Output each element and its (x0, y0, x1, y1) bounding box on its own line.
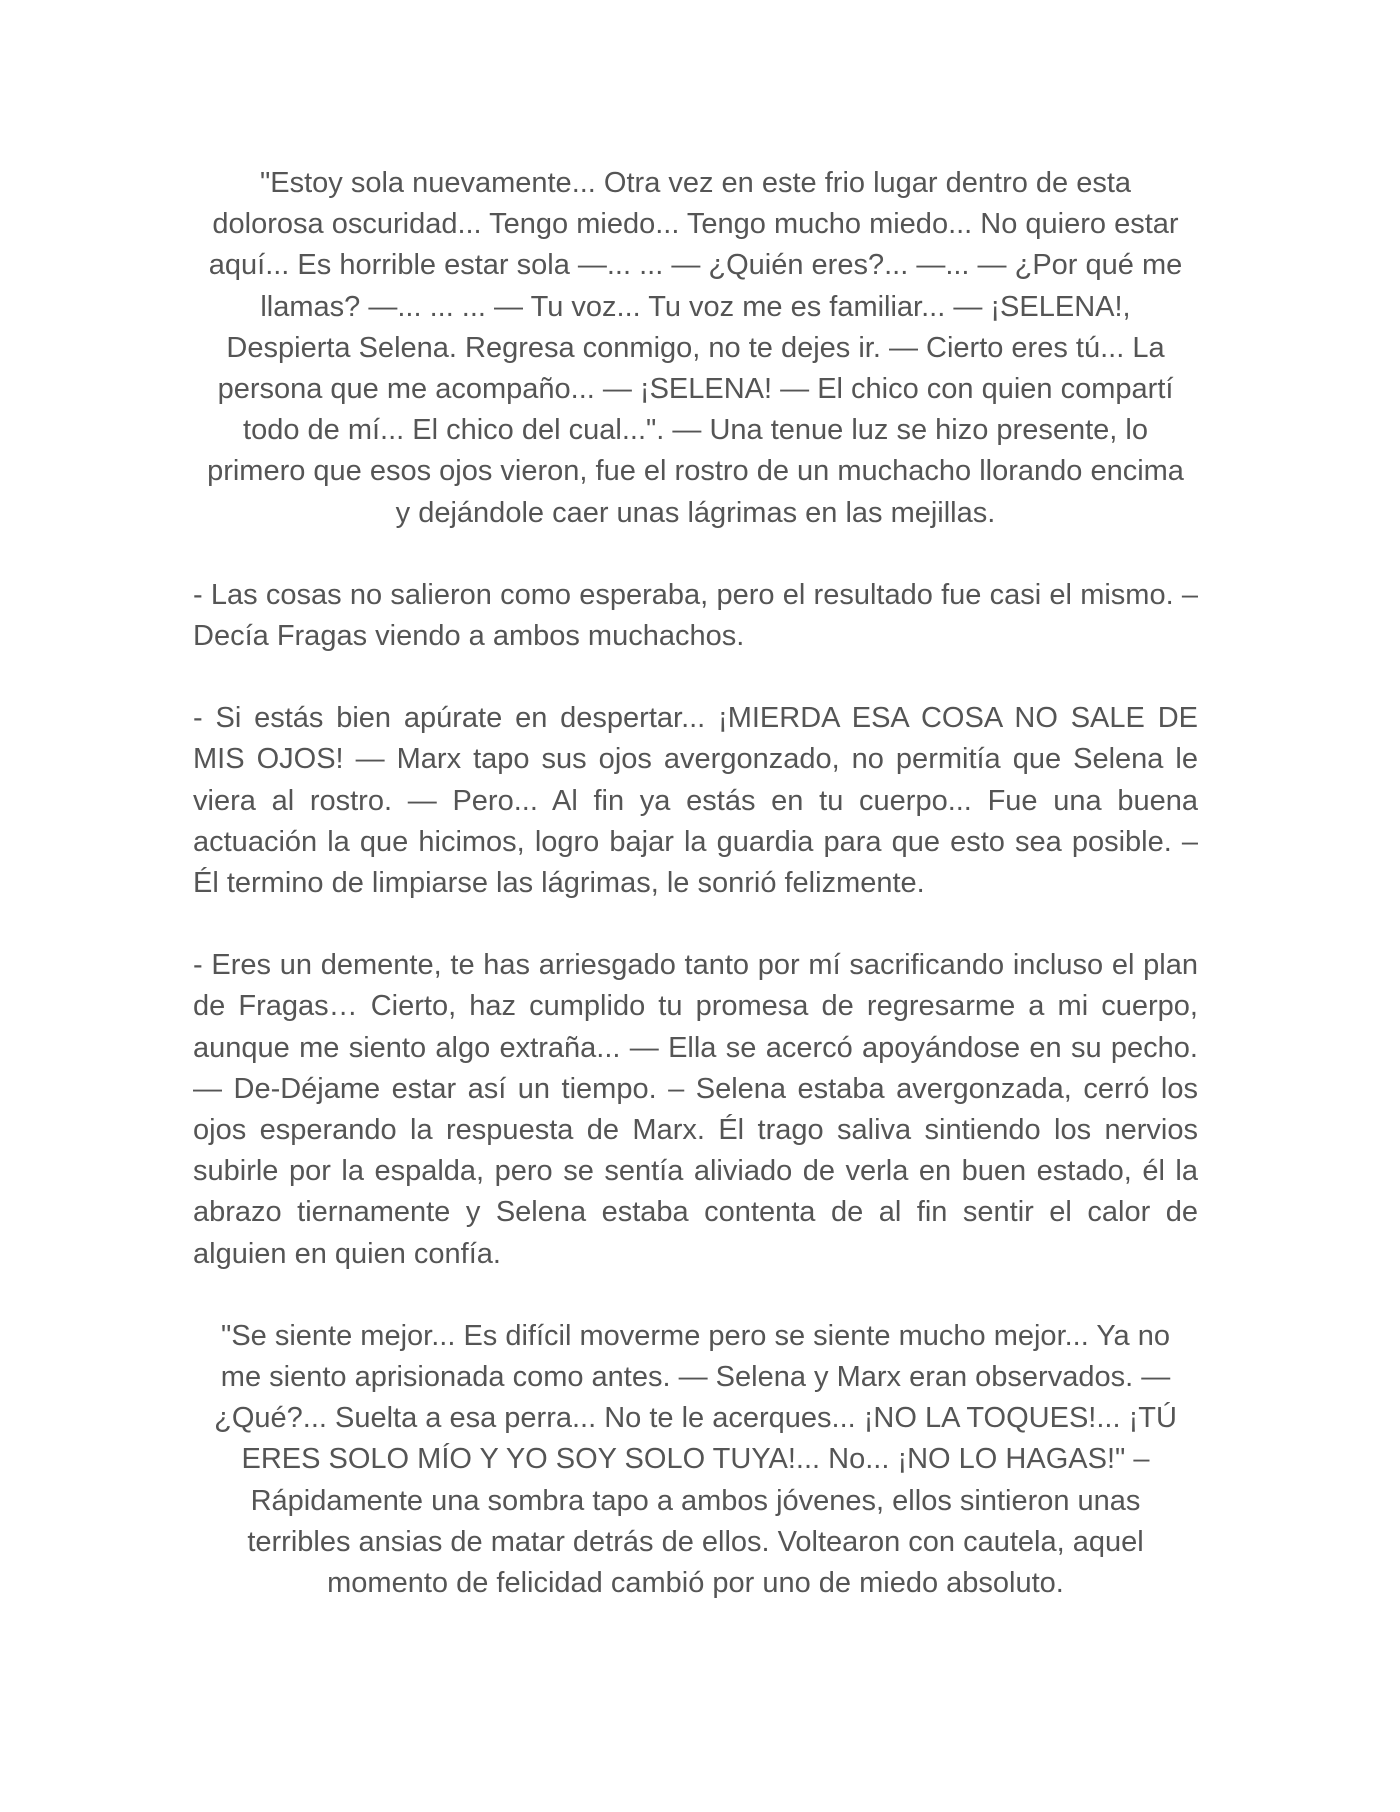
paragraph-fragas-remark: - Las cosas no salieron como esperaba, pero el resultado fue casi el mismo. – Decía Fragas viendo a ambos muchachos. (193, 578, 1198, 653)
paragraph-marx-speech: - Si estás bien apúrate en despertar... ¡MIERDA ESA COSA NO SALE DE MIS OJOS! — Marx tapo sus ojos avergonzado, no permitía que Selena le viera al rostro. — Pero... Al fin ya estás en tu cuerpo... Fue una buena actuación la que hicimos, logro bajar la guardia para que esto sea posible. – Él termino de limpiarse las lágrimas, le sonrió felizmente. (193, 702, 1198, 900)
paragraph-dream-monologue: "Estoy sola nuevamente... Otra vez en este frio lugar dentro de esta dolorosa oscuridad... Tengo miedo... Tengo mucho miedo... No quiero estar aquí... Es horrible estar sola —... ... — ¿Quién eres?... —... — ¿Por qué me llamas? —... ... ... — Tu voz... Tu voz me es familiar... — ¡SELENA!, Despierta Selena. Regresa conmigo, no te dejes ir. — Cierto eres tú... La persona que me acompaño... — ¡SELENA! — El chico con quien compartí todo de mí... El chico del cual...". — Una tenue luz se hizo presente, lo primero que esos ojos vieron, fue el rostro de un muchacho llorando encima y dejándole caer unas lágrimas en las mejillas. (207, 167, 1184, 529)
paragraph-shadow-scene: "Se siente mejor... Es difícil moverme pero se siente mucho mejor... Ya no me siento aprisionada como antes. — Selena y Marx eran observados. — ¿Qué?... Suelta a esa perra... No te le acerques... ¡NO LA TOQUES!... ¡TÚ ERES SOLO MÍO Y YO SOY SOLO TUYA!... No... ¡NO LO HAGAS!" – Rápidamente una sombra tapo a ambos jóvenes, ellos sintieron unas terribles ansias de matar detrás de ellos. Voltearon con cautela, aquel momento de felicidad cambió por uno de miedo absoluto. (214, 1319, 1177, 1600)
paragraph-selena-reply: - Eres un demente, te has arriesgado tanto por mí sacrificando incluso el plan de Fragas… Cierto, haz cumplido tu promesa de regresarme a mi cuerpo, aunque me siento algo extraña... — Ella se acercó apoyándose en su pecho. — De-Déjame estar así un tiempo. – Selena estaba avergonzada, cerró los ojos esperando la respuesta de Marx. Él trago saliva sintiendo los nervios subirle por la espalda, pero se sentía aliviado de verla en buen estado, él la abrazo tiernamente y Selena estaba contenta de al fin sentir el calor de alguien en quien confía. (193, 949, 1198, 1270)
document-page (193, 163, 1198, 1645)
